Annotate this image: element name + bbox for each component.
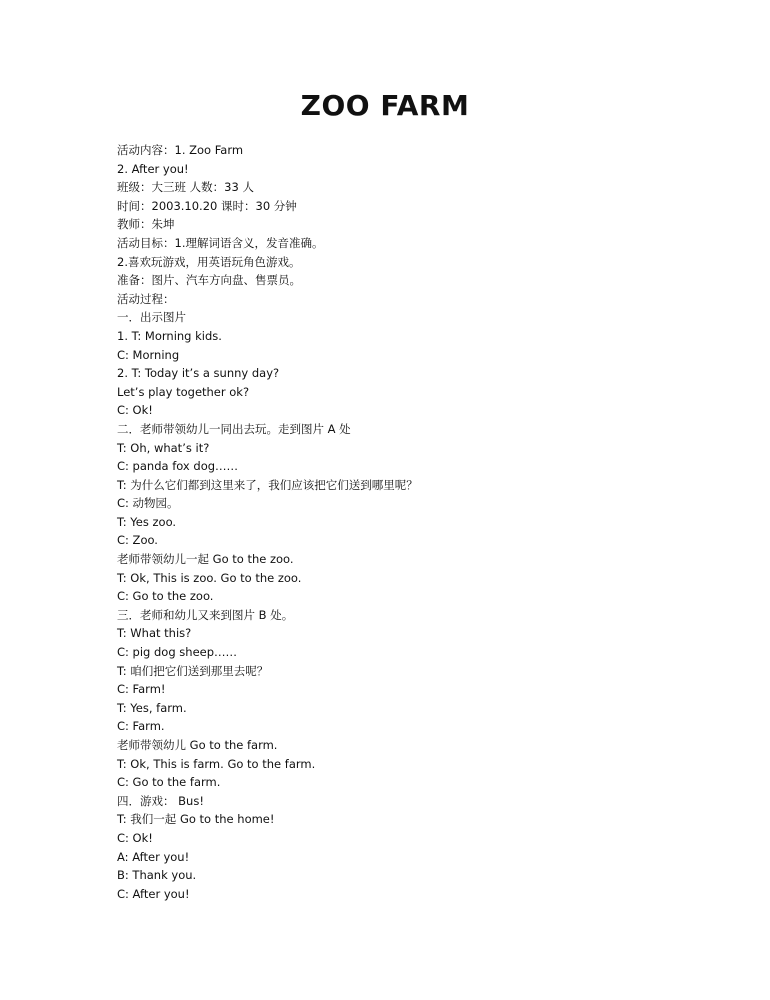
text-line: T: Oh, what’s it? [117,440,210,455]
text-line: C: Ok! [117,830,153,845]
text-line: 老师带领幼儿一起 Go to the zoo. [117,552,294,567]
document-title: ZOO FARM [300,89,470,122]
text-line: B: Thank you. [117,868,197,883]
text-line: T: 为什么它们都到这里来了，我们应该把它们送到哪里呢？ [117,477,418,492]
text-line: T: Ok, This is zoo. Go to the zoo. [117,570,302,585]
text-line: T: 咱们把它们送到那里去呢？ [117,663,269,678]
text-line: C: pig dog sheep…… [117,645,238,660]
text-line: 老师带领幼儿 Go to the farm. [117,738,278,752]
text-line: C: Farm. [117,719,165,734]
text-line: 准备：图片、汽车方向盘、售票员。 [117,273,301,288]
text-line: C: Farm! [117,682,166,697]
text-line: C: Ok! [117,403,153,418]
text-line: C: 动物园。 [117,496,179,511]
text-line: 活动内容：1. Zoo Farm [117,143,244,157]
text-line: T: Yes, farm. [117,700,187,715]
text-line: 1. T: Morning kids. [117,328,222,343]
text-line: T: What this? [117,626,192,641]
text-line: 2. After you! [117,161,189,176]
text-line: C: Go to the farm. [117,775,221,790]
text-line: 班级：大三班 人数：33 人 [117,180,254,195]
text-line: C: After you! [117,886,190,901]
text-line: T: Yes zoo. [117,514,177,529]
text-line: C: Go to the zoo. [117,589,214,604]
text-line: 四．游戏： Bus! [117,793,204,808]
text-line: T: 我们一起 Go to the home! [117,812,275,827]
text-line: 时间：2003.10.20 课时：30 分钟 [117,198,297,213]
text-line: T: Ok, This is farm. Go to the farm. [117,756,316,771]
text-line: 活动过程： [117,291,175,306]
text-line: 一．出示图片 [117,310,186,325]
text-line: Let’s play together ok? [117,384,250,399]
text-line: 2.喜欢玩游戏，用英语玩角色游戏。 [117,254,301,269]
text-line: 活动目标：1.理解词语含义，发音准确。 [117,235,324,250]
text-line: C: Zoo. [117,533,158,548]
text-line: C: panda fox dog…… [117,459,239,474]
text-line: 2. T: Today it’s a sunny day? [117,366,280,381]
text-line: 二．老师带领幼儿一同出去玩。走到图片 A 处 [117,421,351,436]
text-line: 教师：朱坤 [117,217,175,232]
text-line: 三．老师和幼儿又来到图片 B 处。 [117,607,294,622]
document-body [117,141,737,903]
text-line: A: After you! [117,849,190,864]
text-line: C: Morning [117,347,180,362]
